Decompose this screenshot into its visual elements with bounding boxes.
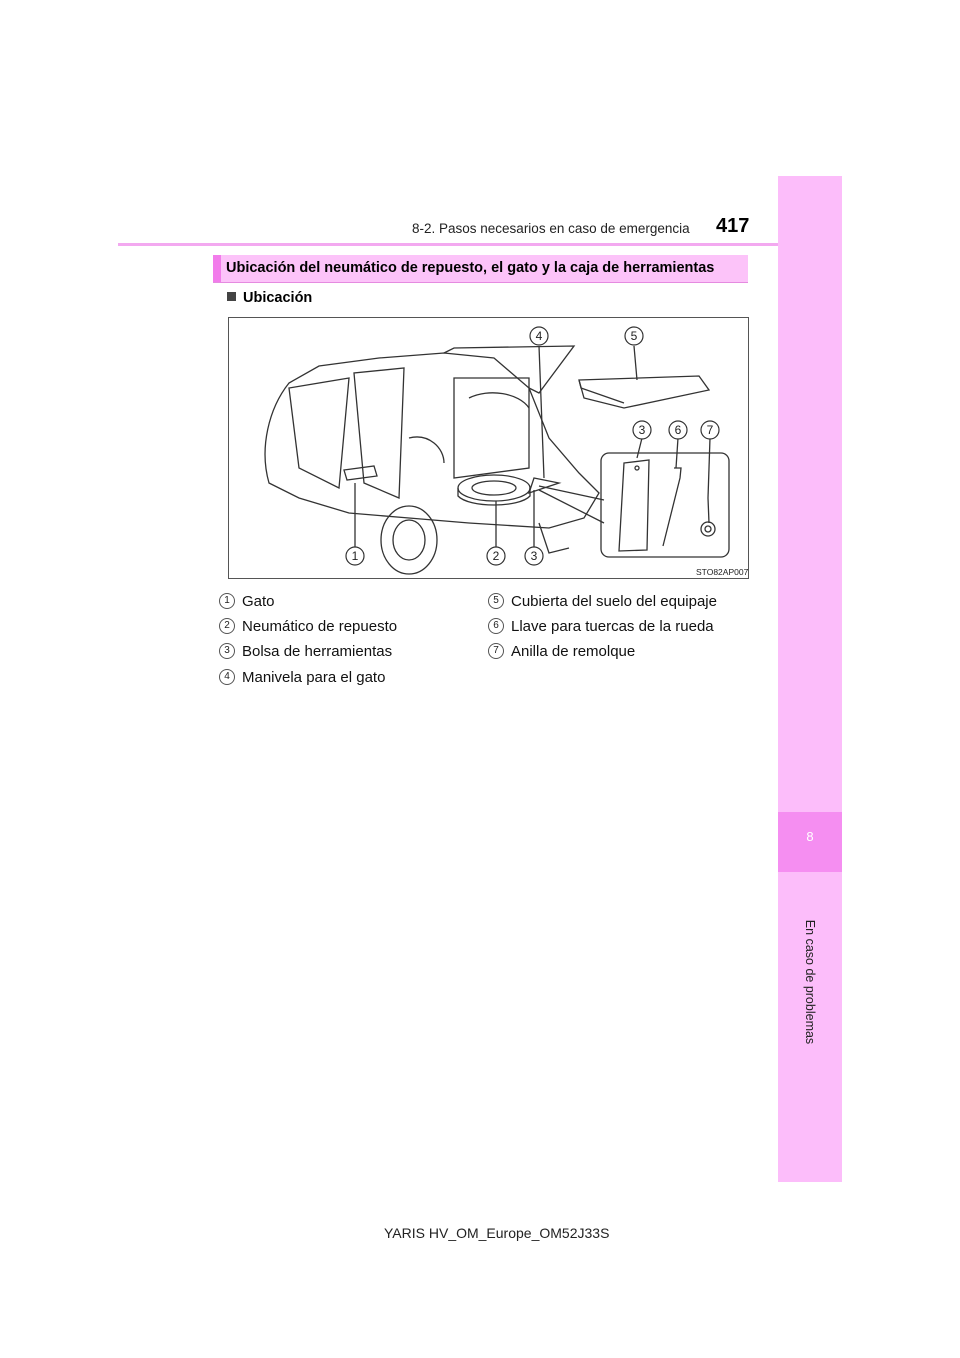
callout-3 bbox=[525, 547, 543, 565]
header-divider bbox=[118, 243, 840, 246]
svg-text:4: 4 bbox=[535, 329, 543, 343]
callout-6 bbox=[669, 421, 687, 439]
chapter-title: En caso de problemas bbox=[803, 919, 817, 1045]
legend-number: 7 bbox=[488, 643, 504, 659]
legend-text: Bolsa de herramientas bbox=[242, 643, 393, 660]
svg-text:3: 3 bbox=[638, 423, 646, 437]
svg-text:7: 7 bbox=[706, 423, 714, 437]
callout-7 bbox=[701, 421, 719, 439]
svg-text:6: 6 bbox=[674, 423, 682, 437]
figure-frame bbox=[228, 317, 749, 579]
legend-text: Cubierta del suelo del equipaje bbox=[511, 593, 717, 610]
section-heading-underline bbox=[213, 282, 748, 283]
svg-text:1: 1 bbox=[351, 549, 359, 563]
legend-number: 1 bbox=[219, 593, 235, 609]
callout-4 bbox=[530, 327, 548, 345]
svg-text:2: 2 bbox=[492, 549, 500, 563]
page-number: 417 bbox=[716, 215, 750, 237]
legend-number: 5 bbox=[488, 593, 504, 609]
figure-code: STO82AP007 bbox=[696, 567, 749, 577]
svg-text:5: 5 bbox=[630, 329, 638, 343]
callout-1 bbox=[346, 547, 364, 565]
legend-text: Neumático de repuesto bbox=[242, 618, 398, 635]
car-illustration bbox=[229, 318, 748, 578]
footer-model-code: YARIS HV_OM_Europe_OM52J33S bbox=[384, 1225, 610, 1241]
header-section-title: 8-2. Pasos necesarios en caso de emergencia bbox=[412, 221, 690, 236]
callout-5 bbox=[625, 327, 643, 345]
bullet-square-icon bbox=[227, 292, 236, 301]
legend-text: Anilla de remolque bbox=[511, 643, 636, 660]
legend-number: 2 bbox=[219, 618, 235, 634]
svg-text:3: 3 bbox=[530, 549, 538, 563]
subheading: Ubicación bbox=[243, 290, 313, 306]
legend-number: 4 bbox=[219, 669, 235, 685]
chapter-number: 8 bbox=[806, 829, 814, 844]
legend-number: 6 bbox=[488, 618, 504, 634]
legend-number: 3 bbox=[219, 643, 235, 659]
callout-2 bbox=[487, 547, 505, 565]
legend-text: Gato bbox=[242, 593, 275, 610]
callout-3-tools bbox=[633, 421, 651, 439]
section-heading: Ubicación del neumático de repuesto, el gato y la caja de herramientas bbox=[226, 260, 715, 276]
legend-text: Manivela para el gato bbox=[242, 669, 386, 686]
legend-text: Llave para tuercas de la rueda bbox=[511, 618, 714, 635]
